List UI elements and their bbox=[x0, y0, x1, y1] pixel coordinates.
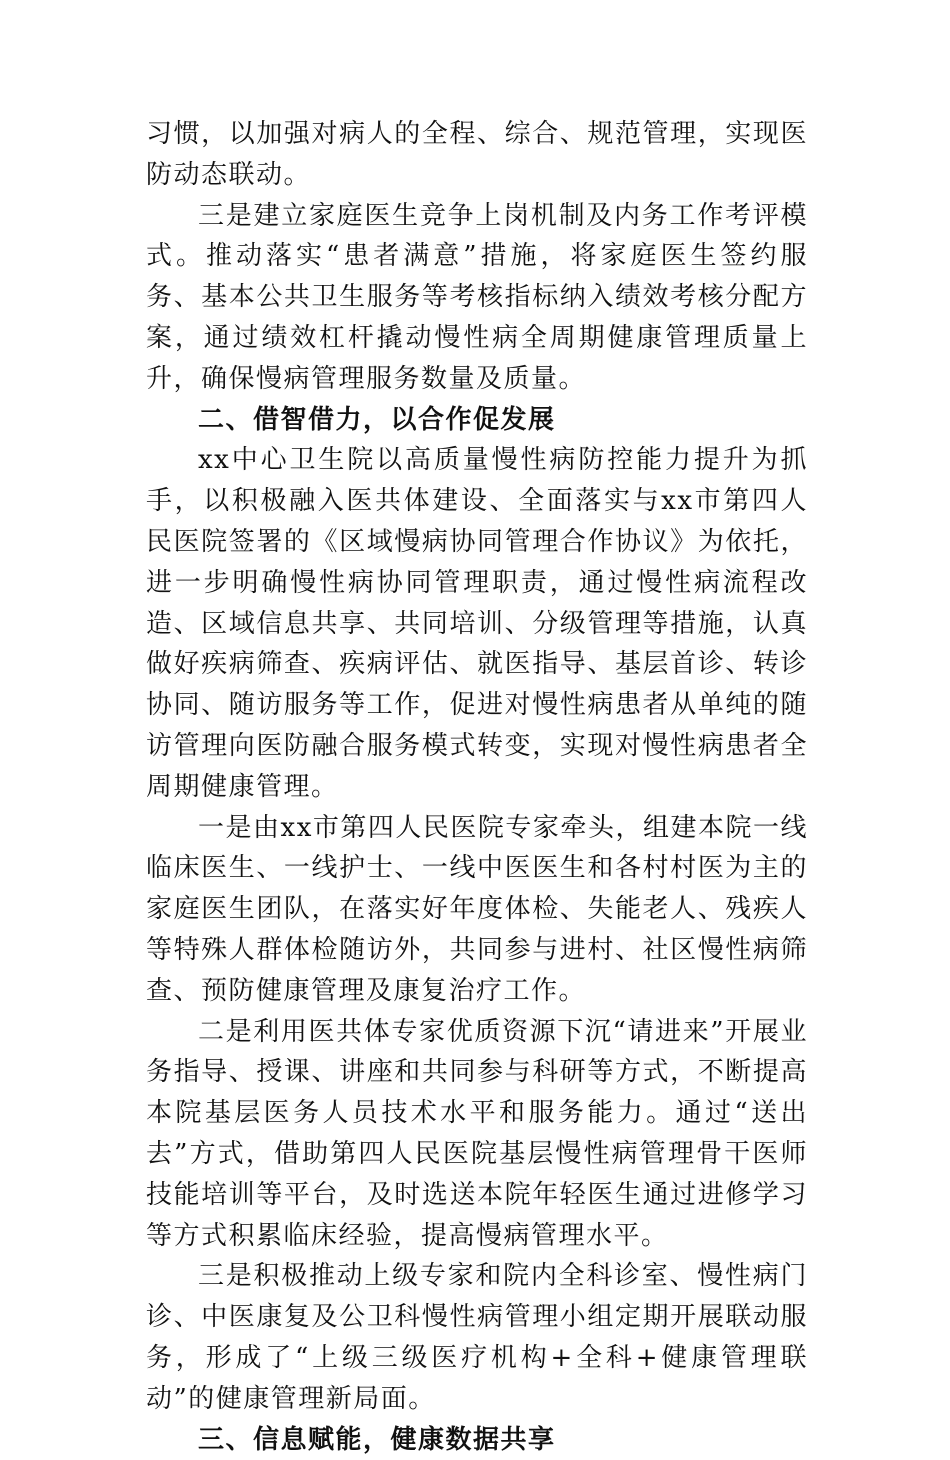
paragraph-second-point-resources: 二是利用医共体专家优质资源下沉“请进来”开展业务指导、授课、讲座和共同参与科研等方式，不断提高本院基层医务人员技术水平和服务能力。通过“送出去”方式，借助第四人民医院基层慢性病管理骨干医师技能培训等平台，及时选送本院年轻医生通过进修学习等方式积累临床经验，提高慢病管理水平。 bbox=[146, 1012, 808, 1257]
document-body bbox=[146, 114, 808, 1460]
paragraph-continuation: 习惯，以加强对病人的全程、综合、规范管理，实现医防动态联动。 bbox=[146, 114, 808, 196]
paragraph-third-point-linkage: 三是积极推动上级专家和院内全科诊室、慢性病门诊、中医康复及公卫科慢性病管理小组定期开展联动服务，形成了“上级三级医疗机构+全科+健康管理联动”的健康管理新局面。 bbox=[146, 1256, 808, 1419]
paragraph-first-point-team: 一是由xx市第四人民医院专家牵头，组建本院一线临床医生、一线护士、一线中医医生和各村村医为主的家庭医生团队，在落实好年度体检、失能老人、残疾人等特殊人群体检随访外，共同参与进村、社区慢性病筛查、预防健康管理及康复治疗工作。 bbox=[146, 808, 808, 1012]
section-heading-information: 三、信息赋能，健康数据共享 bbox=[146, 1420, 808, 1460]
paragraph-third-point-evaluation: 三是建立家庭医生竞争上岗机制及内务工作考评模式。推动落实“患者满意”措施，将家庭医生签约服务、基本公共卫生服务等考核指标纳入绩效考核分配方案，通过绩效杠杆撬动慢性病全周期健康管理质量上升，确保慢病管理服务数量及质量。 bbox=[146, 196, 808, 400]
paragraph-cooperation-intro: xx中心卫生院以高质量慢性病防控能力提升为抓手，以积极融入医共体建设、全面落实与xx市第四人民医院签署的《区域慢病协同管理合作协议》为依托，进一步明确慢性病协同管理职责，通过慢性病流程改造、区域信息共享、共同培训、分级管理等措施，认真做好疾病筛查、疾病评估、就医指导、基层首诊、转诊协同、随访服务等工作，促进对慢性病患者从单纯的随访管理向医防融合服务模式转变，实现对慢性病患者全周期健康管理。 bbox=[146, 440, 808, 807]
section-heading-cooperation: 二、借智借力，以合作促发展 bbox=[146, 400, 808, 441]
